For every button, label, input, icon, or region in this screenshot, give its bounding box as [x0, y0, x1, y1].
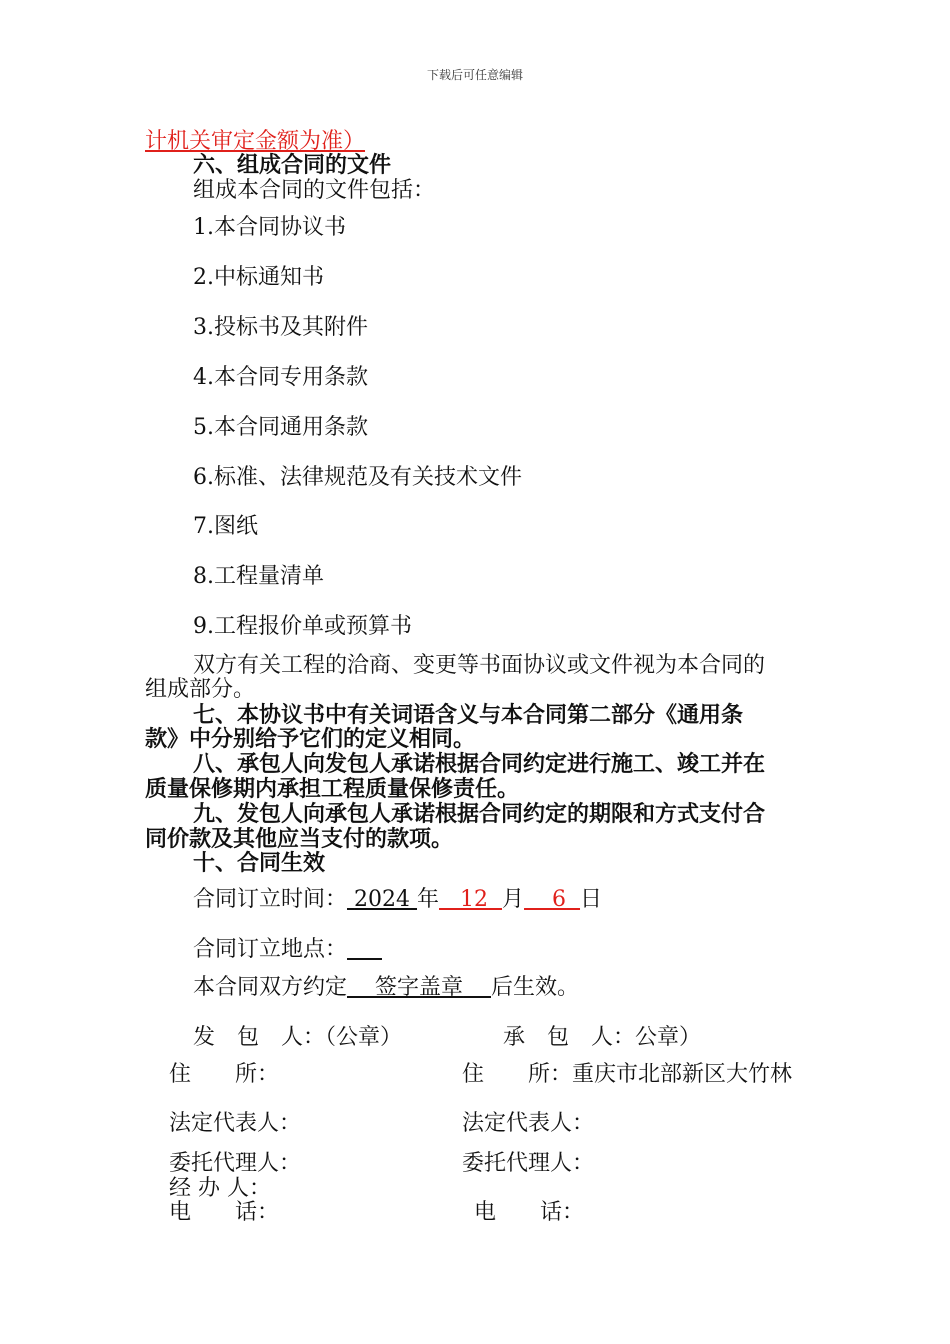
contract-date-label: 合同订立时间：	[193, 887, 348, 912]
party-b-address: 住 所：重庆市北部新区大竹林	[462, 1062, 793, 1087]
party-a-agent: 委托代理人：	[169, 1151, 302, 1176]
contract-day: 6	[552, 887, 567, 912]
document-item-1: 1.本合同协议书	[193, 215, 346, 240]
paragraph-line-1: 双方有关工程的洽商、变更等书面协议或文件视为本合同的	[193, 653, 766, 678]
effect-condition: 签字盖章	[375, 975, 464, 1000]
year-unit: 年	[417, 887, 440, 912]
contract-place-blank	[347, 937, 382, 962]
party-a-label: 发 包 人：（公章）	[193, 1025, 403, 1050]
document-item-4: 4.本合同专用条款	[193, 365, 368, 390]
contract-place-label: 合同订立地点：	[193, 937, 348, 962]
party-b-phone: 电 话：	[474, 1200, 585, 1225]
paragraph-line-2: 组成部分。	[145, 677, 256, 702]
section-7-line-2: 款》中分别给予它们的定义相同。	[145, 726, 476, 752]
contract-effect-line	[193, 970, 579, 1001]
red-continuation-line: 计机关审定金额为准）	[145, 129, 366, 154]
section-6-intro: 组成本合同的文件包括：	[193, 178, 436, 203]
section-8-line-1: 八、承包人向发包人承诺根据合同约定进行施工、竣工并在	[193, 751, 766, 777]
section-8-line-2: 质量保修期内承担工程质量保修责任。	[145, 776, 520, 802]
section-10-title: 十、合同生效	[193, 850, 326, 876]
day-unit: 日	[580, 887, 603, 912]
page-header: 下载后可任意编辑	[426, 68, 523, 82]
document-item-9: 9.工程报价单或预算书	[193, 614, 412, 639]
party-a-handler: 经 办 人：	[169, 1176, 271, 1201]
document-item-5: 5.本合同通用条款	[193, 415, 368, 440]
party-a-phone: 电 话：	[169, 1200, 280, 1225]
contract-year: 2024	[354, 887, 411, 912]
party-a-legal-rep: 法定代表人：	[169, 1111, 302, 1136]
party-a-address: 住 所：	[169, 1062, 280, 1087]
section-7-line-1: 七、本协议书中有关词语含义与本合同第二部分《通用条	[193, 702, 744, 728]
section-9-line-2: 同价款及其他应当支付的款项。	[145, 826, 454, 852]
document-item-8: 8.工程量清单	[193, 564, 324, 589]
month-unit: 月	[502, 887, 525, 912]
document-item-2: 2.中标通知书	[193, 265, 324, 290]
contract-month: 12	[460, 887, 489, 912]
section-6-title: 六、组成合同的文件	[193, 152, 392, 178]
party-b-label: 承 包 人：公章）	[503, 1025, 702, 1050]
contract-place-line	[193, 932, 382, 963]
document-item-3: 3.投标书及其附件	[193, 315, 368, 340]
party-b-legal-rep: 法定代表人：	[462, 1111, 595, 1136]
section-9-line-1: 九、发包人向承包人承诺根据合同约定的期限和方式支付合	[193, 801, 766, 827]
contract-date-line	[193, 882, 602, 913]
effect-pre: 本合同双方约定	[193, 975, 348, 1000]
document-item-7: 7.图纸	[193, 514, 258, 539]
document-item-6: 6.标准、法律规范及有关技术文件	[193, 465, 522, 490]
effect-post: 后生效。	[491, 975, 580, 1000]
party-b-agent: 委托代理人：	[462, 1151, 595, 1176]
